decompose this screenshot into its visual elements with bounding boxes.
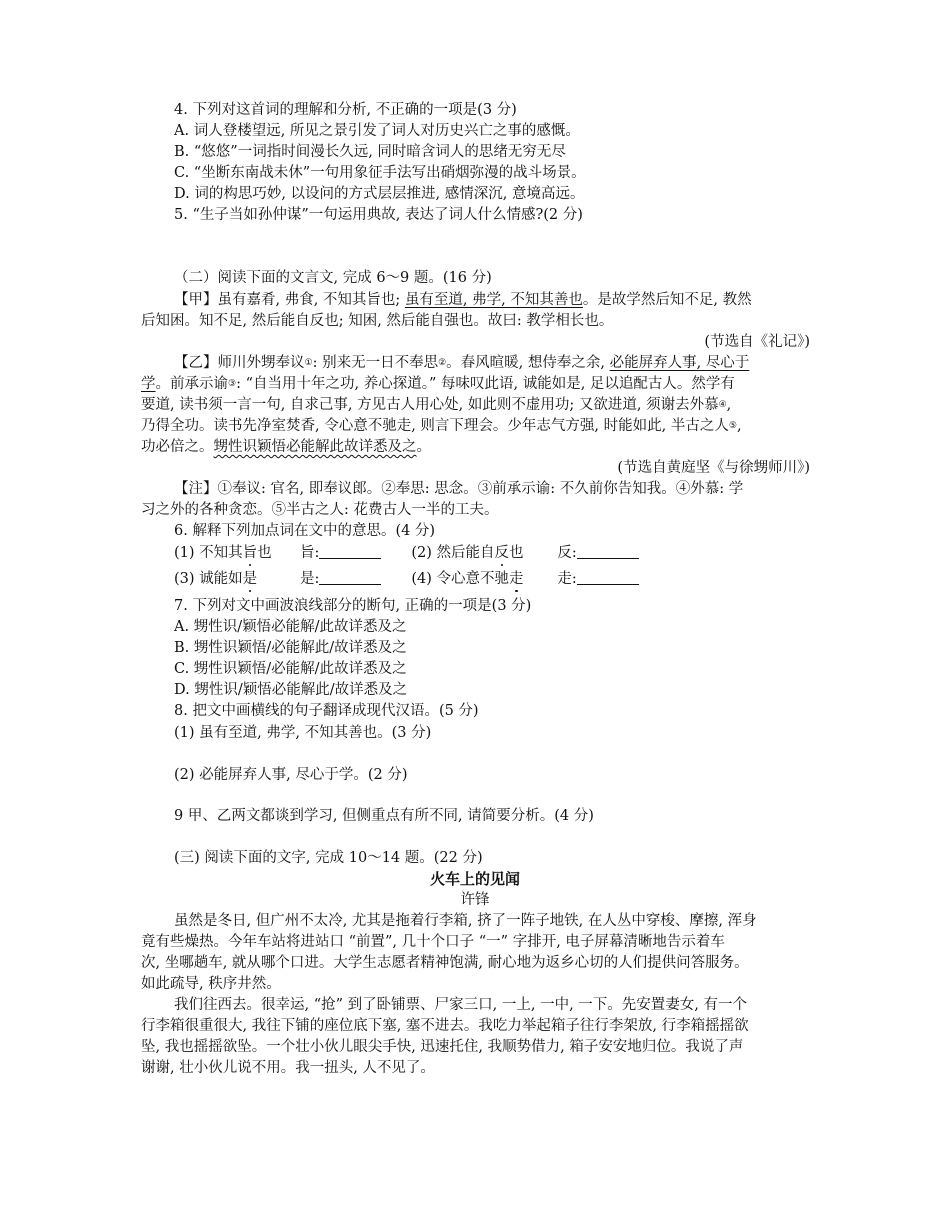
yi-line-5	[141, 437, 431, 458]
q4-option-c: C. “坐断东南战未休”一句用象征手法写出硝烟弥漫的战斗场景。	[174, 165, 586, 181]
yi-line-3	[141, 395, 731, 416]
article-p2-line-4: 谢谢, 壮小伙儿说不用。我一扭头, 人不见了。	[141, 1060, 435, 1076]
yi-text: 。	[416, 439, 431, 455]
jia-underlined-sentence: 虽有至道, 弗学, 不知其善也	[404, 292, 583, 308]
yi-underlined-sentence-end: 学	[141, 376, 156, 392]
q6-answer-blank-3[interactable]	[319, 570, 381, 585]
q4-option-b: B. “悠悠”一词指时间漫长久远, 同时暗含词人的思绪无穷无尽	[174, 144, 566, 160]
dotted-char: 走	[509, 571, 524, 587]
yi-wavy-sentence: 甥性识颖悟必能解此故详悉及之	[213, 439, 417, 455]
q8-sentence-2: (2) 必能屏弃人事, 尽心于学。(2 分)	[174, 767, 408, 783]
q6-item-4: (4) 令心意不驰	[411, 571, 510, 587]
article-p2-line-1: 我们往西去。很幸运, “抢” 到了卧铺票、尸家三口, 一上, 一中, 一下。先安置妻女, 有一个	[174, 997, 748, 1013]
yi-text: : 别来无一日不奉思	[312, 355, 439, 371]
dotted-char: 是	[242, 571, 258, 587]
article-p1-line-4: 如此疏导, 秩序井然。	[141, 976, 281, 992]
dotted-char: 旨	[242, 545, 258, 561]
jia-line-1	[174, 290, 752, 311]
q4-option-d: D. 词的构思巧妙, 以设问的方式层层推进, 感情深沉, 意境高远。	[174, 186, 585, 202]
q6-item-2-tail: 也	[509, 545, 524, 561]
q4-option-a: A. 词人登楼望远, 所见之景引发了词人对历史兴亡之事的感慨。	[174, 123, 580, 139]
q6-row-2	[174, 569, 639, 590]
notes-line-2: 习之外的各种贪恋。⑤半古之人: 花费古人一半的工夫。	[141, 502, 499, 518]
yi-text: : “自当用十年之功, 养心探道。” 每味叹此语, 诚能如是, 足以追配古人。然学有	[236, 376, 735, 392]
q6-key-3: 是:	[300, 571, 320, 587]
section3-heading: (三) 阅读下面的文字, 完成 10～14 题。(22 分)	[174, 850, 483, 866]
dotted-char: 反	[494, 545, 510, 561]
yi-text: 。春风暄暖, 想侍奉之余,	[446, 355, 610, 371]
article-author: 许锋	[460, 892, 490, 908]
q6-item-2: (2) 然后能自	[411, 545, 495, 561]
yi-label: 【乙】	[174, 355, 218, 371]
q6-key-2: 反:	[557, 545, 577, 561]
q6-stem: 6. 解释下列加点词在文中的意思。(4 分)	[174, 523, 436, 539]
note-marker-3: ③	[228, 379, 237, 389]
section2-heading: （二）阅读下面的文言文, 完成 6～9 题。(16 分)	[174, 270, 492, 286]
article-p1-line-3: 次, 坐哪趟车, 就从哪个口进。大学生志愿者精神饱满, 耐心地为返乡心切的人们提供问答服务。	[141, 955, 749, 971]
article-p1-line-2: 竟有些燥热。今年车站将进站口 “前置”, 几十个口子 “一” 字排开, 电子屏幕清晰地告示着车	[141, 934, 725, 950]
yi-text: ,	[736, 418, 742, 434]
jia-label: 【甲】	[174, 292, 218, 308]
q6-item-1-tail: 也	[257, 545, 272, 561]
yi-text: ,	[726, 397, 732, 413]
q7-option-b: B. 甥性识颖悟/必能解此/故详悉及之	[174, 640, 407, 656]
q8-stem: 8. 把文中画横线的句子翻译成现代汉语。(5 分)	[174, 703, 479, 719]
yi-line-4	[141, 416, 742, 437]
q6-answer-blank-4[interactable]	[577, 570, 639, 585]
jia-text: 虽有嘉肴, 弗食, 不知其旨也;	[217, 292, 405, 308]
yi-text: 师川外甥奉议	[217, 355, 305, 371]
q6-item-1: (1) 不知其	[174, 545, 243, 561]
note-marker-5: ⑤	[728, 421, 737, 431]
note-marker-2: ②	[438, 358, 447, 368]
q7-option-d: D. 甥性识/颖悟必能解此/故详悉及之	[174, 682, 408, 698]
q7-stem: 7. 下列对文中画波浪线部分的断句, 正确的一项是(3 分)	[174, 598, 532, 614]
article-title: 火车上的见闻	[429, 870, 520, 888]
q8-sentence-1: (1) 虽有至道, 弗学, 不知其善也。(3 分)	[174, 725, 432, 741]
yi-underlined-sentence: 必能屏弃人事, 尽心于	[609, 355, 750, 371]
q5-stem: 5. “生子当如孙仲谋”一句运用典故, 表达了词人什么情感?(2 分)	[174, 207, 583, 223]
article-p2-line-3: 坠, 我也摇摇欲坠。一个壮小伙儿眼尖手快, 迅速托住, 我顺势借力, 箱子安安地归位。我说了声	[141, 1039, 744, 1055]
note-marker-4: ④	[718, 400, 727, 410]
article-p1-line-1: 虽然是冬日, 但广州不太冷, 尤其是拖着行李箱, 挤了一阵子地铁, 在人丛中穿梭、摩擦, 浑身	[174, 913, 757, 929]
yi-line-1	[174, 353, 749, 374]
yi-text: 。前承示谕	[155, 376, 228, 392]
jia-text: 。是故学然后知不足, 教然	[582, 292, 752, 308]
q7-option-a: A. 甥性识/颖悟必能解/此故详悉及之	[174, 619, 407, 635]
q6-item-3: (3) 诚能如	[174, 571, 243, 587]
jia-source: (节选自《礼记》)	[704, 334, 810, 350]
q6-answer-blank-1[interactable]	[319, 544, 381, 559]
q6-row-1	[174, 543, 639, 564]
yi-source: (节选自黄庭坚《与徐甥师川》)	[617, 460, 810, 476]
article-p2-line-2: 行李箱很重很大, 我往下铺的座位底下塞, 塞不进去。我吃力举起箱子往行李架放, 行李箱摇摇欲	[141, 1018, 749, 1034]
jia-line-2: 后知困。知不足, 然后能自反也; 知困, 然后能自强也。故曰: 教学相长也。	[141, 313, 614, 329]
q6-key-1: 旨:	[300, 545, 320, 561]
notes-line-1: 【注】①奉议: 官名, 即奉议郎。②奉思: 思念。③前承示谕: 不久前你告知我。④外慕: 学	[174, 481, 744, 497]
q6-key-4: 走:	[557, 571, 577, 587]
yi-text: 功必倍之。	[141, 439, 214, 455]
note-marker-1: ①	[304, 358, 313, 368]
yi-text: 要道, 读书须一言一句, 自求己事, 方见古人用心处, 如此则不虚用功; 又欲进道, 须谢去外慕	[141, 397, 719, 413]
q7-option-c: C. 甥性识颖悟/必能解/此故详悉及之	[174, 661, 407, 677]
yi-line-2	[141, 374, 735, 395]
q9-stem: 9 甲、乙两文都谈到学习, 但侧重点有所不同, 请简要分析。(4 分)	[174, 808, 594, 824]
q4-stem: 4. 下列对这首词的理解和分析, 不正确的一项是(3 分)	[174, 102, 517, 118]
q6-answer-blank-2[interactable]	[577, 544, 639, 559]
yi-text: 乃得全功。读书先净室焚香, 令心意不驰走, 则言下理会。少年志气方强, 时能如此, 半古之人	[141, 418, 729, 434]
